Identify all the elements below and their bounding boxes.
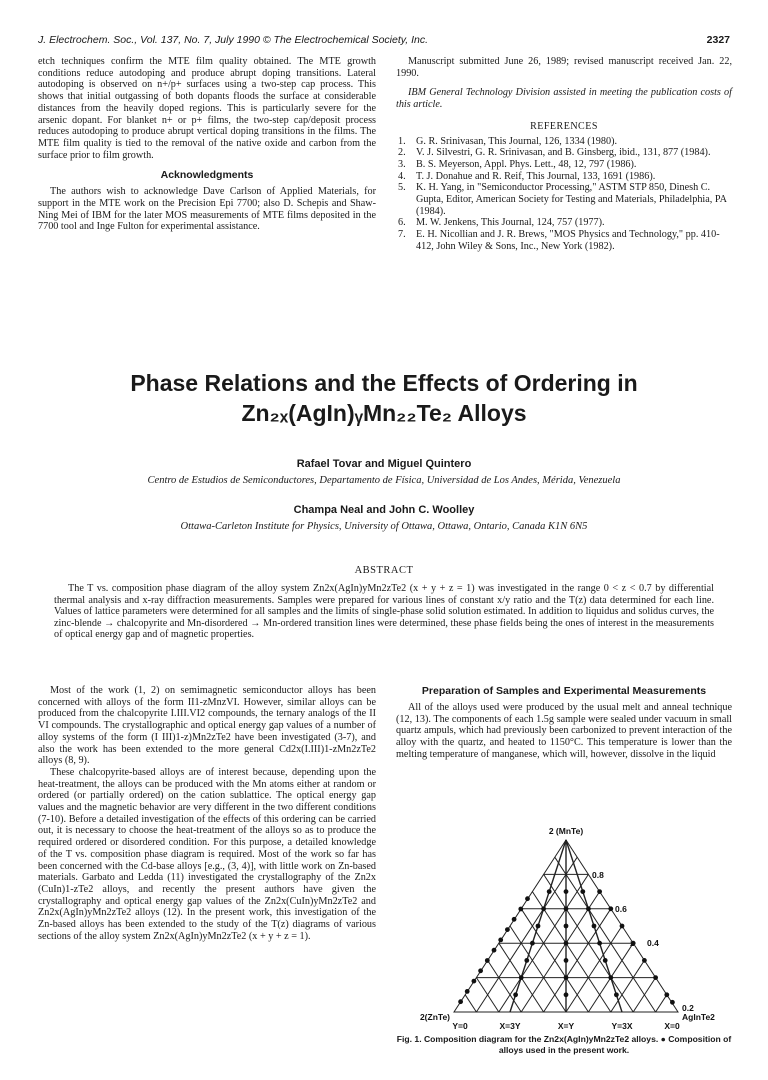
section-line-label: Y=0 bbox=[452, 1021, 468, 1031]
article-title-line-2: Zn₂ₓ(AgIn)ᵧMn₂₂Te₂ Alloys bbox=[241, 400, 527, 426]
prev-article-left-column bbox=[38, 56, 376, 233]
apex-right-label: AgInTe2 bbox=[682, 1012, 715, 1022]
acknowledgments-text: The authors wish to acknowledge Dave Carlson of Applied Materials, for support in the MTE work on the Precision Epi 7700; also D. Schepis and Shaw-Ning Mei of IBM for the later MOS measurements of MTE films deposited in the 7700 tool and Inge Fulton for experimental assistance. bbox=[38, 186, 376, 233]
affiliation-1: Centro de Estudios de Semiconductores, Departamento de Física, Universidad de Los Andes, Mérida, Venezuela bbox=[147, 475, 621, 486]
z-tick-label: 0.4 bbox=[647, 938, 659, 948]
page-number: 2327 bbox=[706, 34, 730, 46]
abstract-text: The T vs. composition phase diagram of the alloy system Zn2x(AgIn)yMn2zTe2 (x + y + z = 1) was investigated in the range 0 < z < 0.7 by differential thermal analysis and x-ray diffraction measurements. Samples were prepared for various lines of constant x/y ratio and the T(z) data determined for each line. Values of lattice parameters were determined for all samples and the limits of single-phase solid solution estimated. In addition to liquidus and solidus curves, the zinc-blende → chalcopyrite and Mn-disordered → Mn-ordered transition lines were determined, these phase fields being the ones of interest in the measurements of optical energy gap and of magnetic properties. bbox=[54, 583, 714, 641]
section-line-label: Y=3X bbox=[611, 1021, 633, 1031]
authors-group-1: Rafael Tovar and Miguel Quintero bbox=[296, 458, 472, 470]
z-tick-label: 0.2 bbox=[682, 1003, 694, 1013]
ibm-note: IBM General Technology Division assisted in meeting the publication costs of this article. bbox=[396, 87, 732, 111]
apex-top-label: 2 (MnTe) bbox=[548, 826, 584, 836]
body-left-column bbox=[38, 685, 376, 942]
running-head bbox=[38, 34, 730, 50]
abstract-heading: ABSTRACT bbox=[354, 565, 414, 576]
z-tick-label: 0.8 bbox=[592, 870, 604, 880]
reference-item: 1. G. R. Srinivasan, This Journal, 126, 1334 (1980). bbox=[398, 135, 618, 147]
references-list bbox=[396, 136, 732, 253]
figure-1-caption: Fig. 1. Composition diagram for the Zn2x(AgIn)yMn2zTe2 alloys. ● Composition of alloys used in the present work. bbox=[396, 1034, 732, 1055]
prev-article-right-column bbox=[396, 56, 732, 253]
reference-item: 6. M. W. Jenkens, This Journal, 124, 757 (1977). bbox=[398, 217, 605, 229]
body-right-column bbox=[396, 685, 732, 761]
journal-citation: J. Electrochem. Soc., Vol. 137, No. 7, July 1990 © The Electrochemical Society, Inc. bbox=[38, 34, 428, 46]
reference-item: 5. K. H. Yang, in "Semiconductor Processing," ASTM STP 850, Dinesh C. Gupta, Editor, American Society for Testing and Materials, Philadelphia, PA (1984). bbox=[398, 182, 727, 217]
reference-item: 4. T. J. Donahue and R. Reif, This Journal, 133, 1691 (1986). bbox=[398, 170, 656, 182]
reference-item: 3. B. S. Meyerson, Appl. Phys. Lett., 48, 12, 797 (1986). bbox=[398, 158, 637, 170]
acknowledgments-heading: Acknowledgments bbox=[160, 169, 254, 182]
z-tick-label: 0.6 bbox=[615, 904, 627, 914]
references-heading: REFERENCES bbox=[530, 120, 598, 132]
intro-paragraph-1: Most of the work (1, 2) on semimagnetic semiconductor alloys has been concerned with alloys of the form II1-zMnzVI. However, similar alloys can be produced from the chalcopyrite I.III.VI2 compounds, the ternary analogs of the II VI compounds. The crystallographic and optical energy gap values of a number of alloy systems of the form (I III)1-z)Mn2zTe2 have been investigated (3-7), and also the work has been extended to the more general Cd2x(I.III)1-zMn2zTe2 alloys (8, 9). bbox=[38, 685, 376, 767]
reference-item: 2. V. J. Silvestri, G. R. Srinivasan, and B. Ginsberg, ibid., 131, 877 (1984). bbox=[398, 147, 711, 159]
prev-article-paragraph: etch techniques confirm the MTE film quality obtained. The MTE growth conditions reduce autodoping and produce abrupt doping transitions. Lateral autodoping is observed on n+/p+ surfaces using a two-step cap process. This shows that initial outgassing of both dopants floods the surface at considerable distances from the heavily doped regions. This is particularly severe for the arsenic dopant. For blanket n+ or p+ films, the two-step cap/deposit process reduces autodoping to produce abrupt vertical doping transitions in the films. The MTE film quality is tied to the removal of the native oxide and carbon from the surface prior to film growth. bbox=[38, 56, 376, 161]
section-line-label: X=3Y bbox=[499, 1021, 521, 1031]
figure-1 bbox=[396, 822, 732, 1062]
z-axis-label: z bbox=[630, 938, 635, 948]
reference-item: 7. E. H. Nicollian and J. R. Brews, "MOS Physics and Technology," pp. 410-412, John Wiley & Sons, Inc., New York (1982). bbox=[398, 229, 720, 252]
section-line-label: X=Y bbox=[557, 1021, 575, 1031]
manuscript-note: Manuscript submitted June 26, 1989; revised manuscript received Jan. 22, 1990. bbox=[396, 56, 732, 79]
apex-left-label: 2(ZnTe) bbox=[419, 1012, 450, 1022]
preparation-heading: Preparation of Samples and Experimental Measurements bbox=[421, 685, 707, 697]
section-line-label: X=0 bbox=[664, 1021, 680, 1031]
article-title-line-1: Phase Relations and the Effects of Ordering in bbox=[130, 370, 638, 396]
authors-group-2: Champa Neal and John C. Woolley bbox=[293, 504, 475, 516]
intro-paragraph-2: These chalcopyrite-based alloys are of interest because, depending upon the heat-treatment, the alloys can be produced with the Mn atoms either at random or ordered (or partially ordered) on the cation sublattice. The optical energy gap values and the magnetic behavior are very different in the two different conditions (7-10). Before a detailed investigation of the effects of this ordering can be carried out, it is necessary to choose the heat-treatment of the alloys so as to produce the required ordered or disordered condition. For this purpose, a detailed knowledge of the T vs. composition phase diagram is required. Most of the work so far has been concerned with the Cd-base alloys [e.g., (3, 4)], with little work on Zn-based materials. Garbato and Ledda (11) investigated the crystallography of the Zn2x (CuIn)1-zTe2 alloys, and recently the present authors have given the crystallography and optical energy gap values of the Zn2x(CuIn)yMn2zTe2 and Zn2x(AgIn)yMn2zTe2 alloys (12). In the present work, this investigation of the Zn-based alloys has been extended to the study of the T(z) diagrams of various sections of the alloy system Zn2x(AgIn)yMn2zTe2 (x + y + z = 1). bbox=[38, 766, 376, 942]
affiliation-2: Ottawa-Carleton Institute for Physics, University of Ottawa, Ottawa, Ontario, Canada K1N 6N5 bbox=[180, 521, 588, 532]
article-title bbox=[40, 368, 728, 428]
preparation-text: All of the alloys used were produced by the usual melt and anneal technique (12, 13). The components of each 1.5g sample were sealed under vacuum in small quartz ampuls, which had previously been carbonized to prevent interaction of the alloy with the quartz, and heated to 1150°C. This temperature is lower than the melting temperature of manganese, which will, however, dissolve in the liquid bbox=[396, 702, 732, 760]
composition-triangle-diagram bbox=[396, 822, 732, 1034]
